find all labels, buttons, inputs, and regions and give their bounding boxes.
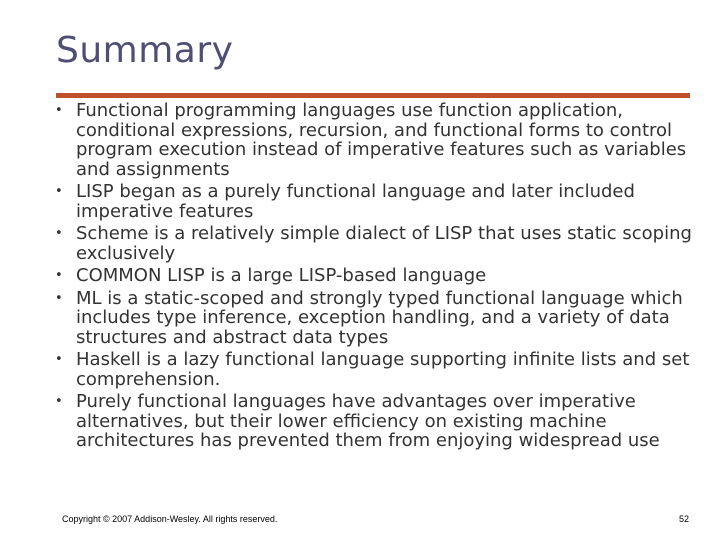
- bullet-dot-icon: •: [55, 290, 63, 306]
- bullet-dot-icon: •: [55, 103, 63, 118]
- bullet-text: ML is a static-scoped and strongly typed functional language which includes type inference, exception handling, and a variety of data structures and abstract data types: [76, 287, 683, 348]
- bullet-list: [52, 101, 692, 454]
- bullet-text: LISP began as a purely functional language and later included imperative features: [76, 181, 635, 222]
- bullet-item: [52, 289, 692, 348]
- bullet-dot-icon: •: [55, 184, 63, 199]
- page-number: 52: [678, 514, 689, 524]
- bullet-text: Scheme is a relatively simple dialect of LISP that uses static scoping exclusively: [76, 223, 692, 264]
- bullet-item: [52, 392, 692, 451]
- bullet-text: Purely functional languages have advantages over imperative alternatives, but their lower efficiency on existing machine architectures has prevented them from enjoying widespread use: [76, 391, 660, 451]
- bullet-dot-icon: •: [55, 394, 63, 409]
- bullet-text: Functional programming languages use function application, conditional expressions, recursion, and functional forms to control program execution instead of imperative features such as variables and assignments: [76, 100, 687, 180]
- bullet-item: [52, 101, 692, 179]
- bullet-dot-icon: •: [55, 352, 63, 367]
- bullet-dot-icon: •: [55, 226, 63, 241]
- bullet-dot-icon: •: [55, 268, 63, 283]
- bullet-text: COMMON LISP is a large LISP-based language: [76, 265, 487, 286]
- bullet-text: Haskell is a lazy functional language supporting infinite lists and set comprehension.: [76, 349, 690, 390]
- bullet-item: [52, 182, 692, 221]
- copyright-footer: Copyright © 2007 Addison-Wesley. All rights reserved.: [62, 514, 278, 524]
- bullet-item: [52, 224, 692, 263]
- title-underline-rule: [56, 93, 690, 98]
- bullet-item: [52, 350, 692, 389]
- bullet-item: [52, 266, 692, 286]
- slide-title: Summary: [56, 30, 234, 71]
